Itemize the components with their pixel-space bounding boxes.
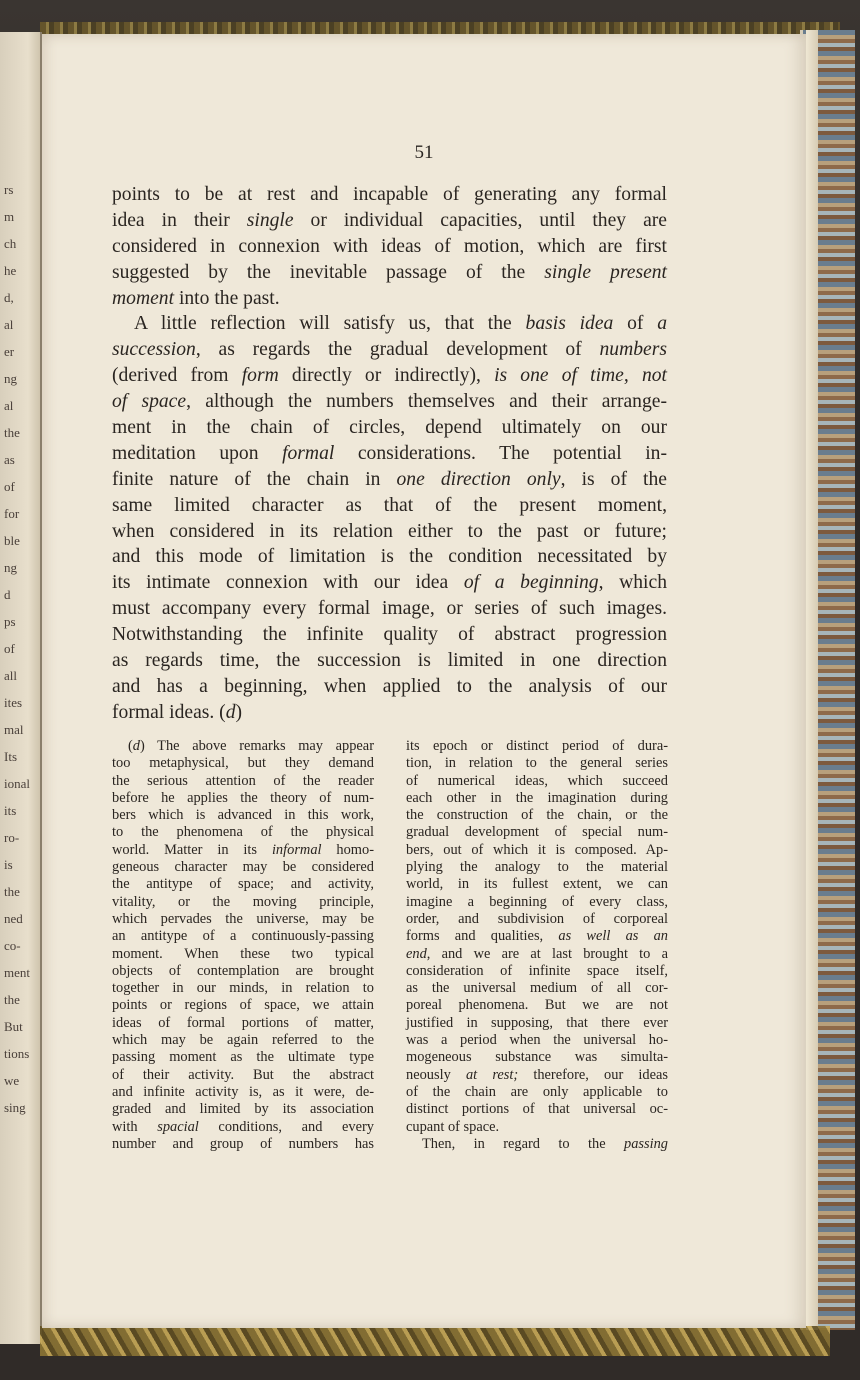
text-run: passing moment as the ultimate type xyxy=(112,1049,374,1066)
italic-run: of space xyxy=(112,391,187,413)
text-run: graded and limited by its association xyxy=(112,1101,374,1118)
italic-run: basis idea xyxy=(525,313,614,335)
text-line xyxy=(406,1136,668,1153)
facing-page-fragment: ional xyxy=(4,776,30,791)
text-run: vitality, or the moving principle, xyxy=(112,893,374,910)
italic-run: moment xyxy=(112,287,175,309)
text-run: with xyxy=(112,1118,158,1135)
facing-page-fragment: its xyxy=(4,803,17,818)
text-run: idea in their xyxy=(112,209,247,231)
text-line xyxy=(112,928,374,945)
italic-run: numbers xyxy=(599,339,667,361)
text-run: of their activity. But the abstract xyxy=(112,1066,374,1083)
text-line xyxy=(406,1032,668,1049)
text-line xyxy=(112,467,667,493)
text-run: directly or indirectly), xyxy=(278,365,495,387)
facing-page-fragment: ch xyxy=(4,236,17,251)
text-line xyxy=(112,963,374,980)
text-run: A little reflection will satisfy us, that the xyxy=(134,313,526,335)
text-run: Notwithstanding the infinite quality of abstract progression xyxy=(112,624,667,646)
text-run: the antitype of space; and activity, xyxy=(112,876,374,893)
text-run: tion, in relation to the general series xyxy=(406,755,668,772)
facing-page-fragment: the xyxy=(4,992,20,1007)
facing-page-fragment: ro- xyxy=(4,830,20,845)
facing-page-fragment: of xyxy=(4,641,15,656)
facing-page-fragment: for xyxy=(4,506,20,521)
text-line xyxy=(406,980,668,997)
text-line xyxy=(112,674,667,700)
facing-page-fragment: the xyxy=(4,884,20,899)
text-run: poreal phenomena. But we are not xyxy=(406,997,668,1014)
facing-page-fragment: sing xyxy=(4,1100,26,1115)
italic-run: informal xyxy=(271,841,322,858)
text-run: ) xyxy=(235,701,243,723)
text-run: gradual development of special num- xyxy=(406,824,668,841)
text-line xyxy=(406,1067,668,1084)
text-line xyxy=(406,790,668,807)
text-run: the serious attention of the reader xyxy=(112,772,374,789)
text-run: number and group of numbers has xyxy=(112,1135,374,1152)
text-run: objects of contemplation are brought xyxy=(112,962,374,979)
text-line xyxy=(112,876,374,893)
text-run: points or regions of space, we attain xyxy=(112,997,374,1014)
text-line xyxy=(406,997,668,1014)
text-run: considered in connexion with ideas of motion, which are first xyxy=(112,235,667,257)
text-run: , and we are at last brought to a xyxy=(426,945,668,962)
italic-run: single present xyxy=(544,261,668,283)
text-line xyxy=(112,1119,374,1136)
text-run: formal ideas. ( xyxy=(112,701,226,723)
text-run: before he applies the theory of num- xyxy=(112,789,374,806)
italic-run: as well as an xyxy=(558,928,668,945)
text-line xyxy=(112,911,374,928)
text-line xyxy=(112,842,374,859)
text-line xyxy=(112,570,667,596)
footnote-column-left xyxy=(112,738,374,1153)
text-line xyxy=(112,894,374,911)
text-run: which may be again referred to the xyxy=(112,1032,374,1049)
text-run: when considered in its relation either to the past or future; xyxy=(112,520,667,542)
facing-page-fragment: is xyxy=(4,857,13,872)
italic-run: formal xyxy=(282,442,335,464)
text-run: to the phenomena of the physical xyxy=(112,824,374,841)
text-line xyxy=(112,519,667,545)
facing-page-fragment: co- xyxy=(4,938,21,953)
text-line xyxy=(112,1015,374,1032)
text-run: as the universal medium of all cor- xyxy=(406,980,668,997)
text-line xyxy=(112,493,667,519)
text-line xyxy=(406,807,668,824)
facing-page-fragment: tions xyxy=(4,1046,30,1061)
text-line xyxy=(112,755,374,772)
text-line xyxy=(112,859,374,876)
facing-page-fragment: d xyxy=(4,587,11,602)
text-run: mogeneous substance was simulta- xyxy=(406,1049,668,1066)
text-run: ideas of formal portions of matter, xyxy=(112,1014,374,1031)
text-line xyxy=(406,859,668,876)
text-run: too metaphysical, but they demand xyxy=(112,755,374,772)
text-run: and infinite activity is, as it were, de- xyxy=(112,1083,374,1100)
text-run: same limited character as that of the present moment, xyxy=(112,494,667,516)
text-run: as regards time, the succession is limited in one direction xyxy=(112,650,667,672)
italic-run: is one of time, not xyxy=(494,365,667,387)
text-line xyxy=(112,997,374,1014)
text-run: distinct portions of that universal oc- xyxy=(406,1101,668,1118)
facing-page-fragment: m xyxy=(4,209,15,224)
text-run: finite nature of the chain in xyxy=(112,468,397,490)
text-line xyxy=(112,790,374,807)
text-run: meditation upon xyxy=(112,442,283,464)
text-run: , as regards the gradual development of xyxy=(195,339,600,361)
text-line xyxy=(112,337,667,363)
text-run: therefore, our ideas xyxy=(518,1066,668,1083)
text-run: Then, in regard to the xyxy=(422,1135,625,1152)
page-edge-highlight xyxy=(806,30,818,1330)
text-run: geneous character may be considered xyxy=(112,859,374,876)
italic-run: d xyxy=(225,701,236,723)
italic-run: passing xyxy=(624,1135,668,1152)
facing-page-fragment: ites xyxy=(4,695,23,710)
text-line xyxy=(112,1136,374,1153)
text-run: or individual capacities, until they are xyxy=(293,209,667,231)
facing-page-fragment: of xyxy=(4,479,15,494)
text-run: cupant of space. xyxy=(406,1118,500,1135)
italic-run: a xyxy=(657,313,667,335)
text-line xyxy=(112,738,374,755)
text-line xyxy=(112,182,667,208)
text-run: into the past. xyxy=(174,287,280,309)
text-run: ( xyxy=(128,738,133,754)
text-line xyxy=(406,894,668,911)
facing-page-fragment: ned xyxy=(4,911,23,926)
text-run: each other in the imagination during xyxy=(406,789,668,806)
text-line xyxy=(112,946,374,963)
facing-page-fragment: ng xyxy=(4,371,17,386)
text-run: suggested by the inevitable passage of the xyxy=(112,261,545,283)
facing-page-fragment: er xyxy=(4,344,15,359)
text-line xyxy=(406,911,668,928)
text-run: bers, out of which it is composed. Ap- xyxy=(406,841,668,858)
main-text-block xyxy=(112,182,667,726)
footnote-column-right xyxy=(406,738,668,1153)
text-run: which pervades the universe, may be xyxy=(112,910,374,927)
text-run: points to be at rest and incapable of generating any formal xyxy=(112,184,667,205)
text-line xyxy=(406,1101,668,1118)
text-run: of numerical ideas, which succeed xyxy=(406,772,668,789)
facing-page-fragment: ps xyxy=(4,614,16,629)
facing-page-fragment: al xyxy=(4,317,14,332)
text-run: plying the analogy to the material xyxy=(406,859,668,876)
text-line xyxy=(112,234,667,260)
text-line xyxy=(406,928,668,945)
text-line xyxy=(112,1049,374,1066)
text-run: world, in its fullest extent, we can xyxy=(406,876,668,893)
text-run: the construction of the chain, or the xyxy=(406,807,668,824)
text-line xyxy=(406,773,668,790)
text-line xyxy=(406,738,668,755)
text-line xyxy=(406,876,668,893)
text-line xyxy=(112,622,667,648)
text-line xyxy=(112,807,374,824)
text-line xyxy=(112,596,667,622)
text-line xyxy=(112,544,667,570)
italic-run: form xyxy=(241,365,279,387)
text-run: , which xyxy=(598,572,667,594)
italic-run: of a beginning xyxy=(463,572,599,594)
text-line xyxy=(112,260,667,286)
cover-edge-bottom xyxy=(40,1326,830,1356)
text-run: conditions, and every xyxy=(198,1118,374,1135)
text-run: was a period when the universal ho- xyxy=(406,1032,668,1049)
text-run: forms and qualities, xyxy=(406,928,559,945)
facing-page-fragment: ng xyxy=(4,560,17,575)
text-line xyxy=(112,311,667,337)
text-run: (derived from xyxy=(112,365,242,387)
text-line xyxy=(112,363,667,389)
page-number: 51 xyxy=(414,142,434,163)
text-line xyxy=(112,389,667,415)
text-run: world. Matter in its xyxy=(112,841,272,858)
italic-run: d xyxy=(132,738,140,754)
facing-page-fragment: ment xyxy=(4,965,30,980)
text-line xyxy=(112,1067,374,1084)
facing-page-fragment: all xyxy=(4,668,17,683)
text-line xyxy=(406,842,668,859)
text-line xyxy=(406,824,668,841)
text-run: neously xyxy=(406,1066,466,1083)
text-run: imagine a beginning of every class, xyxy=(406,893,668,910)
text-run: , is of the xyxy=(560,468,667,490)
text-run: moment. When these two typical xyxy=(112,945,374,962)
text-line xyxy=(112,773,374,790)
facing-page-fragment: Its xyxy=(4,749,17,764)
facing-page-fragment: But xyxy=(4,1019,23,1034)
text-run: order, and subdivision of corporeal xyxy=(406,910,668,927)
text-run: justified in supposing, that there ever xyxy=(406,1014,668,1031)
text-run: ) The above remarks may appear xyxy=(140,738,374,754)
text-line xyxy=(406,1015,668,1032)
text-run: , although the numbers themselves and their arrange- xyxy=(186,391,667,413)
text-run: homo- xyxy=(321,841,374,858)
text-run: bers which is advanced in this work, xyxy=(112,807,374,824)
facing-page-edge xyxy=(0,32,42,1344)
text-line xyxy=(112,286,667,312)
text-line xyxy=(406,1119,668,1136)
text-line xyxy=(406,755,668,772)
text-line xyxy=(112,1032,374,1049)
text-run: considerations. The potential in- xyxy=(334,442,667,464)
text-line xyxy=(112,648,667,674)
text-run: an antitype of a continuously-passing xyxy=(112,928,374,945)
italic-run: one direction only xyxy=(396,468,561,490)
facing-page-fragment: al xyxy=(4,398,14,413)
italic-run: single xyxy=(246,209,294,231)
text-run: ment in the chain of circles, depend ultimately on our xyxy=(112,417,667,439)
text-line xyxy=(112,1101,374,1118)
text-line xyxy=(112,700,667,726)
text-line xyxy=(112,824,374,841)
text-run: consideration of infinite space itself, xyxy=(406,962,668,979)
text-run: its epoch or distinct period of dura- xyxy=(406,738,668,754)
text-line xyxy=(112,441,667,467)
text-run: and this mode of limitation is the condition necessitated by xyxy=(112,546,667,568)
text-run: and has a beginning, when applied to the analysis of our xyxy=(112,675,667,697)
book-page xyxy=(42,34,806,1328)
text-run: must accompany every formal image, or series of such images. xyxy=(112,598,667,620)
facing-page-fragment: ble xyxy=(4,533,20,548)
text-line xyxy=(112,208,667,234)
facing-page-fragment: mal xyxy=(4,722,24,737)
text-line xyxy=(406,946,668,963)
italic-run: succession xyxy=(112,339,196,361)
text-line xyxy=(406,1049,668,1066)
text-run: of the chain are only applicable to xyxy=(406,1083,668,1100)
facing-page-fragment: rs xyxy=(4,182,14,197)
facing-page-fragment: as xyxy=(4,452,15,467)
italic-run: end xyxy=(406,945,427,962)
text-line xyxy=(406,963,668,980)
text-run: of xyxy=(613,313,658,335)
text-line xyxy=(406,1084,668,1101)
facing-page-fragment: we xyxy=(4,1073,20,1088)
text-line xyxy=(112,1084,374,1101)
text-run: together in our minds, in relation to xyxy=(112,980,374,997)
facing-page-fragment: the xyxy=(4,425,20,440)
text-run: its intimate connexion with our idea xyxy=(112,572,464,594)
facing-page-fragment: he xyxy=(4,263,17,278)
text-line xyxy=(112,415,667,441)
facing-page-fragment: d, xyxy=(4,290,14,305)
text-line xyxy=(112,980,374,997)
italic-run: spacial xyxy=(157,1118,199,1135)
italic-run: at rest; xyxy=(465,1066,519,1083)
